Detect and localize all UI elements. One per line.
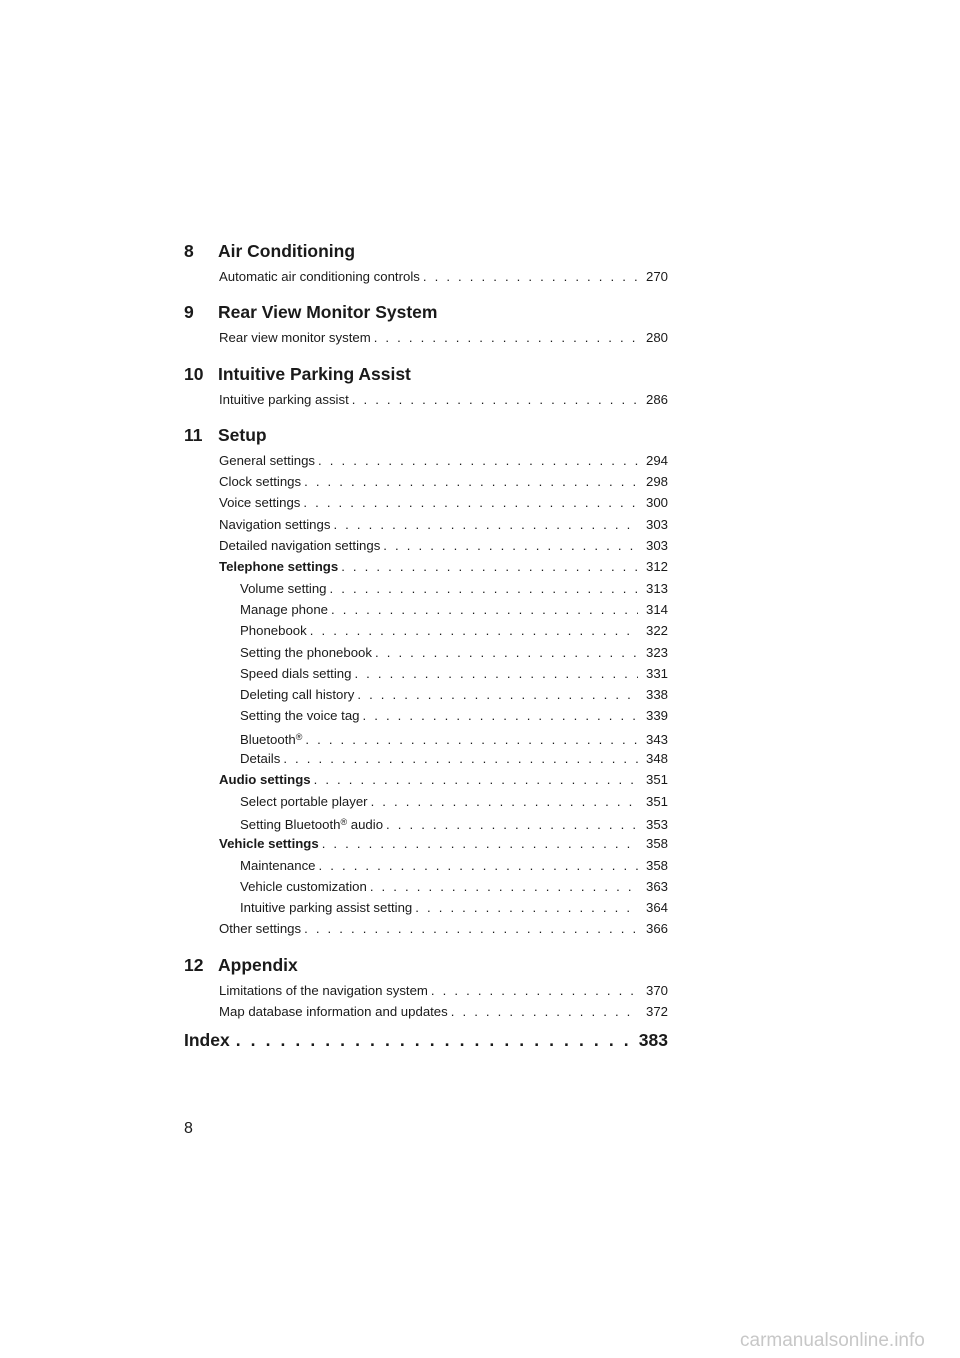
dot-leader [236,1026,635,1054]
section-9 [184,299,668,348]
entry-label: Navigation settings [219,516,331,532]
entry-page: 358 [645,857,668,873]
page-number: 8 [184,1120,193,1137]
registered-mark: ® [340,816,348,827]
entry-label: General settings [219,452,316,468]
entry-page: 338 [645,687,668,703]
dot-leader [304,471,638,492]
watermark: carmanualsonline.info [740,1330,925,1351]
dot-leader [331,599,638,620]
toc-entry[interactable] [184,327,668,348]
toc-entry-navigation-settings[interactable] [184,514,668,535]
dot-leader [386,814,638,835]
section-10 [184,361,668,410]
section-number: 12 [184,954,204,975]
toc-entry-manage-phone[interactable] [184,599,668,620]
dot-leader [310,620,638,641]
dot-leader [374,327,638,348]
entry-label: Rear view monitor system [219,330,371,346]
entry-page: 314 [645,601,668,617]
entry-page: 370 [645,982,668,998]
toc-entry-speed-dials-setting[interactable] [184,663,668,684]
section-number: 10 [184,363,204,384]
entry-label: Deleting call history [240,687,355,703]
toc-entry-setting-the-voice-tag[interactable] [184,705,668,726]
section-number: 9 [184,302,194,323]
entry-label: Setting the phonebook [240,644,372,660]
entry-label: Details [240,751,281,767]
toc-entry-maintenance[interactable] [184,855,668,876]
dot-leader [423,266,638,287]
entry-page: 343 [645,731,668,747]
dot-leader [431,980,638,1001]
toc-entry-select-portable-player[interactable] [184,791,668,812]
entry-page: 363 [645,878,668,894]
entry-label: Other settings [219,921,302,937]
entry-page: 313 [645,580,668,596]
entry-page: 348 [645,751,668,767]
toc-entry-phonebook[interactable] [184,620,668,641]
toc-entry-general-settings[interactable] [184,450,668,471]
toc-entry-vehicle-settings[interactable] [184,833,668,854]
toc-entry-intuitive-parking-assist-setting[interactable] [184,897,668,918]
entry-label: Intuitive parking assist [219,391,349,407]
entry-label: Phonebook [240,623,307,639]
entry-page: 312 [645,559,668,575]
entry-label: Map database information and updates [219,1004,448,1020]
toc-entry-detailed-navigation-settings[interactable] [184,535,668,556]
section-number: 11 [184,424,203,445]
toc-entry-other-settings[interactable] [184,918,668,939]
section-12 [184,952,668,1023]
entry-page: 366 [645,921,668,937]
entry-page: 364 [645,900,668,916]
section-title: Setup [218,424,267,445]
toc-entry-voice-settings[interactable] [184,492,668,513]
entry-page: 351 [645,772,668,788]
entry-label: Select portable player [240,793,368,809]
dot-leader [370,876,638,897]
entry-page: 339 [645,708,668,724]
entry-label: Intuitive parking assist setting [240,900,413,916]
toc-entry-deleting-call-history[interactable] [184,684,668,705]
entry-page: 322 [645,623,668,639]
section-heading [184,422,668,448]
entry-page: 353 [645,816,668,832]
entry-label: Voice settings [219,495,301,511]
section-heading [184,299,668,325]
toc-entry-telephone-settings[interactable] [184,556,668,577]
entry-label: Speed dials setting [240,665,352,681]
index-label: Index [184,1030,230,1051]
toc-entry-setting-the-phonebook[interactable] [184,642,668,663]
dot-leader [303,492,638,513]
dot-leader [354,663,638,684]
entry-label-text: Setting Bluetooth [240,816,341,832]
dot-leader [333,514,638,535]
entry-page: 358 [645,836,668,852]
dot-leader [415,897,638,918]
section-number: 8 [184,241,194,261]
section-title: Appendix [218,954,298,975]
section-heading [184,952,668,978]
dot-leader [330,578,638,599]
entry-label [240,727,305,750]
registered-mark: ® [295,731,303,742]
entry-label: Clock settings [219,474,302,490]
entry-label: Detailed navigation settings [219,538,381,554]
section-heading [184,361,668,387]
toc-entry-clock-settings[interactable] [184,471,668,492]
section-title: Rear View Monitor System [218,302,438,323]
entry-label: Manage phone [240,601,328,617]
index-page: 383 [638,1030,668,1051]
dot-leader [451,1001,638,1022]
toc-entry-map-database[interactable] [184,1001,668,1022]
entry-label-suffix: audio [347,816,384,832]
entry-label [240,812,386,835]
entry-page: 298 [645,474,668,490]
dot-leader [341,556,638,577]
dot-leader [283,748,638,769]
toc-entry-audio-settings[interactable] [184,769,668,790]
entry-label: Automatic air conditioning controls [219,269,420,284]
entry-label: Audio settings [219,772,311,788]
toc-entry-limitations[interactable] [184,980,668,1001]
toc-entry-details[interactable] [184,748,668,769]
entry-label: Limitations of the navigation system [219,982,428,998]
entry-label: Telephone settings [219,559,339,575]
dot-leader [305,729,638,750]
section-8 [184,238,668,287]
entry-label: Volume setting [240,580,327,596]
entry-page: 294 [645,452,668,468]
toc-entry-volume-setting[interactable] [184,578,668,599]
toc-entry-setting-bluetooth-audio[interactable] [184,812,668,833]
section-title: Air Conditioning [218,241,356,261]
entry-page: 331 [645,665,668,681]
entry-page: 270 [645,269,668,284]
dot-leader [357,684,638,705]
entry-label: Vehicle settings [219,836,319,852]
dot-leader [375,642,638,663]
dot-leader [383,535,638,556]
dot-leader [322,833,638,854]
entry-page: 280 [645,330,668,346]
entry-label: Setting the voice tag [240,708,360,724]
entry-page: 351 [645,793,668,809]
dot-leader [304,918,638,939]
toc-entry[interactable] [184,389,668,410]
section-heading [184,238,668,264]
entry-page: 286 [645,391,668,407]
entry-page: 372 [645,1004,668,1020]
table-of-contents [184,238,668,1054]
toc-entry-index[interactable] [184,1026,668,1054]
toc-entry[interactable] [184,266,668,287]
dot-leader [352,389,638,410]
dot-leader [314,769,638,790]
dot-leader [319,855,638,876]
toc-entry-bluetooth[interactable] [184,727,668,748]
section-title: Intuitive Parking Assist [218,363,411,384]
entry-label: Vehicle customization [240,878,367,894]
toc-entry-vehicle-customization[interactable] [184,876,668,897]
entry-page: 303 [645,516,668,532]
entry-page: 323 [645,644,668,660]
dot-leader [363,705,639,726]
entry-label: Maintenance [240,857,316,873]
entry-label-text: Bluetooth [240,731,296,747]
section-11 [184,422,668,940]
dot-leader [371,791,638,812]
dot-leader [318,450,638,471]
entry-page: 300 [645,495,668,511]
entry-page: 303 [645,538,668,554]
